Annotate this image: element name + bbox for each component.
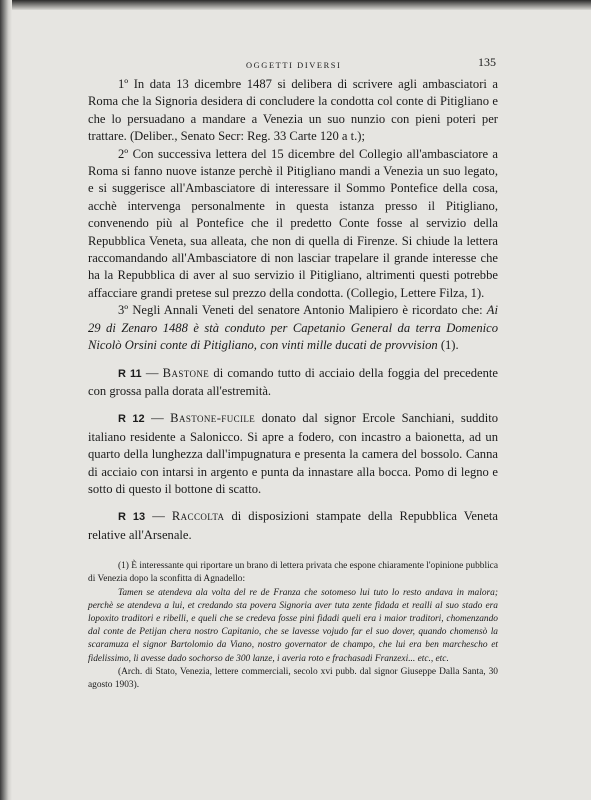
entry-r11 [88, 365, 498, 401]
footnote-intro: (1) È interessante qui riportare un brano di lettera privata che espone chiaramente l'opinione pubblica di Venezia dopo la sconfitta di Agnadello: [88, 561, 498, 585]
paragraph-3 [88, 302, 498, 354]
running-header [88, 52, 498, 70]
entry-r13 [88, 508, 498, 544]
entry-name: Bastone [162, 365, 210, 380]
paragraph-2: 2º Con successiva lettera del 15 dicembre del Collegio all'ambasciatore a Roma si fanno nuove istanze perchè il Pitigliano mandi a Venezia un suo legato, e si suggerisce all'Ambasciatore di interessare il Sommo Pontefice della cosa, acchè intervenga personalmente in questa istanza presso il Pitigliano, convenendo più al Pontefice che il predetto Conte fosse al servizio della Repubblica Veneta, sua alleata, che non di quella di Firenze. Si chiude la lettera raccomandando all'Ambasciatore di non lasciar trapelare il grande interesse che ha la Repubblica di aver al suo servizio il Pitigliano, altrimenti questi potrebbe affacciare grandi pretese sul prezzo della condotta. (Collegio, Lettere Filza, 1). [88, 146, 498, 300]
entry-code: R 12 [118, 413, 145, 426]
entry-name: Bastone-fucile [170, 411, 256, 426]
scan-shadow-top [0, 0, 591, 10]
entry-code: R 13 [118, 511, 146, 524]
footnotes [88, 560, 498, 692]
paragraph-3-lead: 3º Negli Annali Veneti del senatore Antonio Malipiero è ricordato che: [118, 303, 483, 318]
scan-shadow-left [0, 0, 12, 800]
entry-text: di comando tutto di acciaio della foggia del precedente con grossa palla dorata all'estremità. [88, 365, 498, 398]
footnote-source: (Arch. di Stato, Venezia, lettere commerciali, secolo xvi pubb. dal signor Giuseppe Dalla Santa, 30 agosto 1903). [88, 666, 498, 690]
entry-r12 [88, 410, 498, 498]
running-title: OGGETTI DIVERSI [246, 61, 342, 70]
entry-dash: — [145, 509, 172, 524]
entry-dash: — [141, 365, 163, 380]
entry-code: R 11 [118, 367, 142, 380]
entry-text: donato dal signor Ercole Sanchiani, suddito italiano residente a Salonicco. Si apre a fodero, con incastro a baionetta, ad un quarto della lunghezza dall'impugnatura e presenta la camera del bossolo. Canna di acciaio con intarsi in argento e punta da innastare alla bocca. Pomo di legno e sotto di questo il bottone di scatto. [88, 411, 499, 496]
paragraph-1: 1º In data 13 dicembre 1487 si delibera di scrivere agli ambasciatori a Roma che la Signoria desidera di concludere la condotta col conte di Pitigliano e che lo persuadano a mandare a Venezia un suo nunzio con pieni poteri per trattare. (Deliber., Senato Secr: Reg. 33 Carte 120 a t.); [88, 77, 498, 144]
entry-dash: — [144, 411, 171, 426]
footnote-ref: (1). [437, 338, 459, 353]
paragraph-3-quote: Ai 29 di Zenaro 1488 è stà conduto per Capetanio General da terra Domenico Nicolò Orsini conte di Pitigliano, con vinti mille ducati de provvision [88, 303, 498, 353]
footnote-quote: Tamen se atendeva ala volta del re de Franza che sotomeso lui tuto lo resto andava in malora; perchè se atendeva a lui, et credando sta povera Signoria aver tuta zente fidada et realli al suo stado era lopoxito traditori e ribelli, e queli che se credeva fosse pini fidadi queli era i maior traditori, chomenzando dal conte de Petijan chera nostro Capitanio, che se lavesse vojudo far el suo dover, quando chomensò la scaramuza el signor Bartolomio da Viano, nostro governator de champo, che lui era ben marchescho et fidelissimo, li avesse dado sochorso de 300 lanze, i averia roto e frachasadi Franzexi... etc., etc. [88, 587, 498, 664]
entry-name: Raccolta [171, 509, 225, 524]
entry-text: di disposizioni stampate della Repubblica Veneta relative all'Arsenale. [88, 509, 498, 542]
page-number: 135 [478, 55, 496, 69]
book-page [88, 52, 498, 692]
